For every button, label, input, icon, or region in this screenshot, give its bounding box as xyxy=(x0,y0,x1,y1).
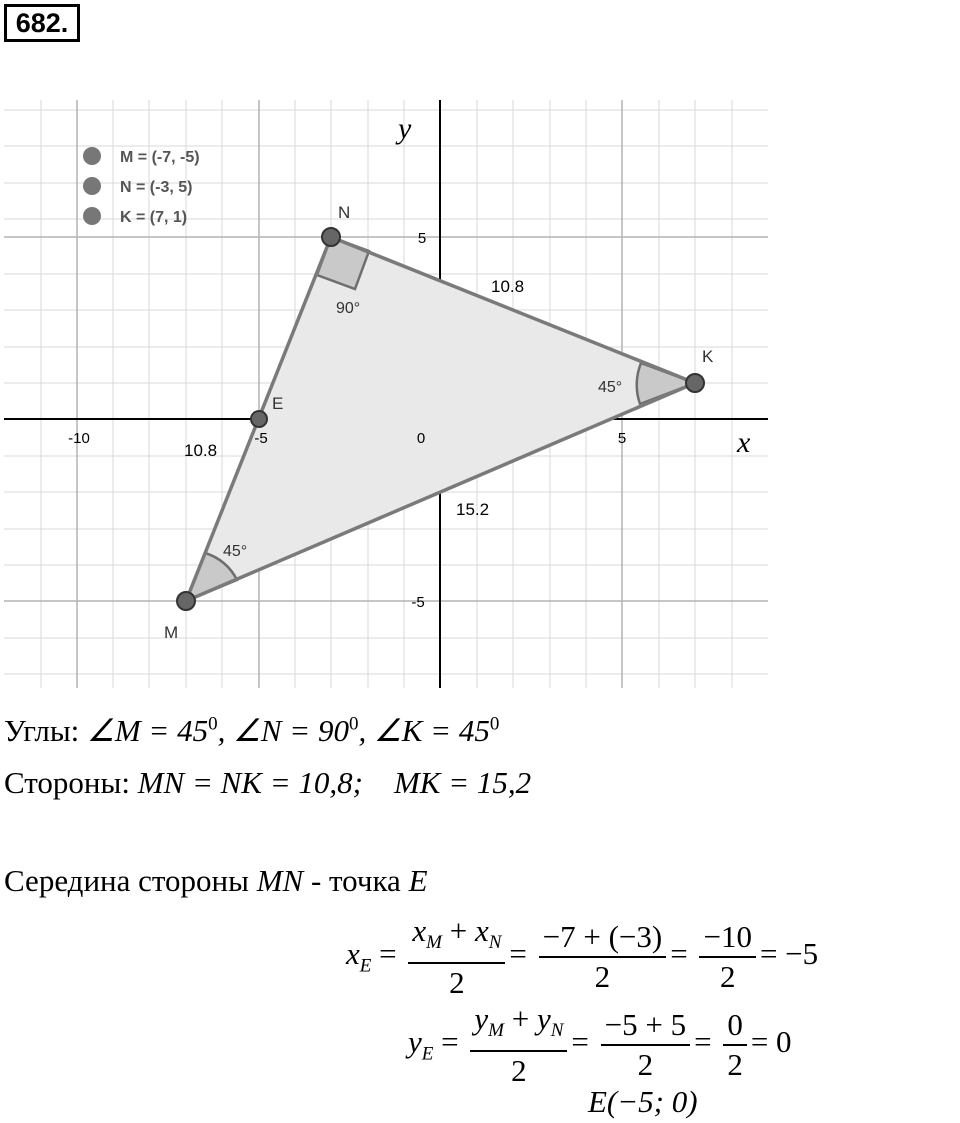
xe-frac-2: $\frac{-7 + (-3)}{2}$ xyxy=(539,918,667,996)
angle-m: ∠M = 45 xyxy=(87,713,209,748)
tick-y--5: -5 xyxy=(411,594,425,611)
legend-n: N = (-3, 5) xyxy=(120,179,193,196)
tick-x--5: -5 xyxy=(254,430,268,447)
side-label-nk: 10.8 xyxy=(491,277,525,296)
ye-frac-3: $\frac{0}{2}$ xyxy=(723,1006,747,1084)
angles-prefix: Углы: xyxy=(4,713,88,748)
sides-prefix: Стороны: xyxy=(4,765,138,800)
xe-lhs-sub: E xyxy=(359,955,372,977)
legend-dot-n xyxy=(83,177,101,195)
tick-x-5: 5 xyxy=(617,430,627,447)
final-result: E(−5; 0) xyxy=(588,1084,698,1119)
midpoint-mid: - точка xyxy=(303,863,409,898)
midpoint-side: MN xyxy=(256,863,304,898)
ye-frac-2: $\frac{-5 + 5}{2}$ xyxy=(601,1006,690,1084)
ye-lhs: y xyxy=(408,1024,422,1060)
sides-line xyxy=(4,765,531,801)
angles-line xyxy=(4,713,499,749)
tick-x--10: -10 xyxy=(68,430,90,447)
angle-label-m: 45° xyxy=(223,543,248,560)
deg-k: 0 xyxy=(489,713,500,735)
label-k: K xyxy=(702,347,714,366)
label-e: E xyxy=(272,394,284,413)
axis-y-label: y xyxy=(398,112,412,145)
ye-lhs-sub: E xyxy=(421,1043,434,1065)
xe-result: = −5 xyxy=(759,936,819,972)
coordinate-graph xyxy=(0,98,780,690)
midpoint-line xyxy=(4,863,428,899)
angle-n: , ∠N = 90 xyxy=(217,713,349,748)
point-n xyxy=(322,228,340,246)
midpoint-point: E xyxy=(408,863,428,898)
angle-label-k: 45° xyxy=(598,379,623,396)
legend xyxy=(83,147,200,226)
xe-frac-1: $\frac{x_M + x_N}{2}$ xyxy=(408,912,505,1002)
tick-x-0: 0 xyxy=(416,430,426,447)
problem-number: 682. xyxy=(4,4,80,42)
xe-equation: $x_E$ = $\frac{x_M + x_N}{2}$ = $\frac{-7 + (-3)}{2}$ = $\frac{-10}{2}$ = −5 xyxy=(346,913,819,1001)
xe-lhs: x xyxy=(346,936,360,972)
ye-equation: $y_E$ = $\frac{y_M + y_N}{2}$ = $\frac{-5 + 5}{2}$ = $\frac{0}{2}$ = 0 xyxy=(408,1001,792,1089)
side-label-mk: 15.2 xyxy=(456,500,490,519)
sides-math: MN = NK = 10,8; MK = 15,2 xyxy=(137,765,532,800)
deg-m: 0 xyxy=(208,713,218,735)
angle-label-n: 90° xyxy=(336,300,361,317)
xe-frac-3: $\frac{-10}{2}$ xyxy=(699,918,755,996)
legend-dot-m xyxy=(83,147,101,165)
side-label-mn: 10.8 xyxy=(184,441,218,460)
ye-result: = 0 xyxy=(750,1024,792,1060)
label-m: M xyxy=(164,623,179,642)
point-k xyxy=(686,374,704,392)
legend-m: M = (-7, -5) xyxy=(120,149,200,166)
midpoint-prefix: Середина стороны xyxy=(4,863,257,898)
point-m xyxy=(177,592,195,610)
point-e xyxy=(251,411,267,427)
axis-x-label: x xyxy=(737,426,751,459)
angle-k: , ∠K = 45 xyxy=(358,713,490,748)
tick-y-5: 5 xyxy=(417,230,427,247)
legend-dot-k xyxy=(83,207,101,225)
legend-k: K = (7, 1) xyxy=(120,209,188,226)
label-n: N xyxy=(338,203,351,222)
ye-frac-1: $\frac{y_M + y_N}{2}$ xyxy=(470,1000,567,1090)
deg-n: 0 xyxy=(348,713,359,735)
